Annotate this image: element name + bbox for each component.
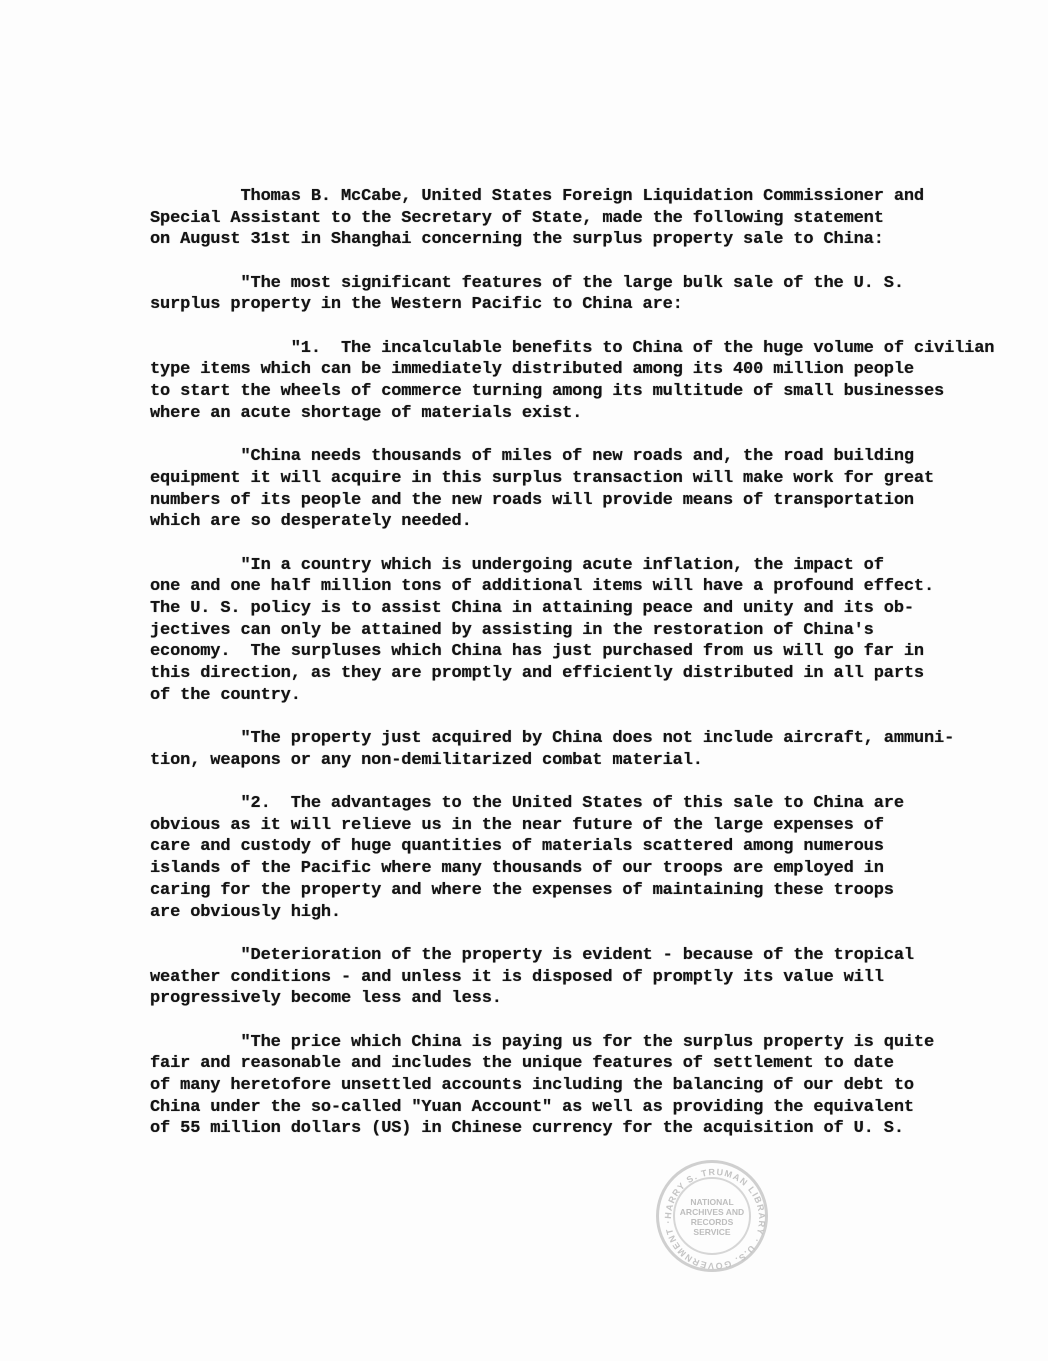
text-line: economy. The surpluses which China has just purchased from us will go far in — [150, 642, 924, 662]
paragraph — [150, 338, 1030, 425]
text-line: "The most significant features of the large bulk sale of the U. S. — [150, 273, 904, 293]
text-line: fair and reasonable and includes the unique features of settlement to date — [150, 1054, 894, 1074]
text-line: on August 31st in Shanghai concerning the surplus property sale to China: — [150, 230, 884, 250]
text-line: equipment it will acquire in this surplus transaction will make work for great — [150, 468, 935, 488]
text-line: of 55 million dollars (US) in Chinese currency for the acquisition of U. S. — [150, 1119, 904, 1139]
stamp-line: NATIONAL — [690, 1197, 734, 1207]
text-line: Special Assistant to the Secretary of State, made the following statement — [150, 208, 884, 228]
text-line: "China needs thousands of miles of new roads and, the road building — [150, 447, 914, 467]
text-line: caring for the property and where the expenses of maintaining these troops — [150, 880, 894, 900]
text-line: obvious as it will relieve us in the near future of the large expenses of — [150, 815, 884, 835]
text-line: type items which can be immediately distributed among its 400 million people — [150, 360, 914, 380]
paragraph — [150, 186, 1030, 251]
text-line: jectives can only be attained by assisting in the restoration of China's — [150, 620, 874, 640]
text-line: tion, weapons or any non-demilitarized combat material. — [150, 750, 703, 770]
text-line: China under the so-called "Yuan Account" as well as providing the equivalent — [150, 1097, 914, 1117]
text-line: one and one half million tons of additional items will have a profound effect. — [150, 577, 935, 597]
text-line: "Deterioration of the property is evident - because of the tropical — [150, 945, 914, 965]
text-line: this direction, as they are promptly and efficiently distributed in all parts — [150, 664, 924, 684]
text-line: of the country. — [150, 685, 301, 705]
text-line: numbers of its people and the new roads will provide means of transportation — [150, 490, 914, 510]
text-line: "In a country which is undergoing acute inflation, the impact of — [150, 555, 884, 575]
stamp-ring-text: HARRY S. TRUMAN LIBRARY · U.S. GOVERNMENT · — [662, 1166, 768, 1272]
text-line: where an acute shortage of materials exist. — [150, 403, 583, 423]
text-line: progressively become less and less. — [150, 989, 502, 1009]
text-line: to start the wheels of commerce turning among its multitude of small businesses — [150, 382, 945, 402]
paragraph — [150, 728, 1030, 771]
paragraph — [150, 555, 1030, 707]
text-line: are obviously high. — [150, 902, 341, 922]
text-line: "The property just acquired by China does not include aircraft, ammuni- — [150, 729, 955, 749]
text-line: The U. S. policy is to assist China in attaining peace and unity and its ob- — [150, 598, 914, 618]
text-line: Thomas B. McCabe, United States Foreign Liquidation Commissioner and — [150, 187, 924, 206]
paragraph — [150, 1032, 1030, 1141]
paragraph — [150, 793, 1030, 923]
text-line: "The price which China is paying us for the surplus property is quite — [150, 1032, 935, 1052]
paragraph — [150, 446, 1030, 533]
paragraph — [150, 273, 1030, 316]
text-line: "2. The advantages to the United States of this sale to China are — [150, 794, 904, 814]
text-line: "1. The incalculable benefits to China of the huge volume of civilian — [150, 338, 995, 358]
stamp-line: ARCHIVES AND — [679, 1207, 745, 1217]
stamp-line: SERVICE — [693, 1227, 731, 1237]
archive-stamp — [656, 1160, 768, 1272]
stamp-center-text — [659, 1197, 765, 1237]
text-line: islands of the Pacific where many thousands of our troops are employed in — [150, 859, 884, 879]
text-line: care and custody of huge quantities of materials scattered among numerous — [150, 837, 884, 857]
stamp-line: RECORDS — [690, 1217, 734, 1227]
text-line: which are so desperately needed. — [150, 512, 472, 532]
text-line: surplus property in the Western Pacific to China are: — [150, 295, 683, 315]
paragraph — [150, 945, 1030, 1010]
text-line: of many heretofore unsettled accounts including the balancing of our debt to — [150, 1075, 914, 1095]
document-body — [150, 186, 1030, 1162]
text-line: weather conditions - and unless it is disposed of promptly its value will — [150, 967, 884, 987]
